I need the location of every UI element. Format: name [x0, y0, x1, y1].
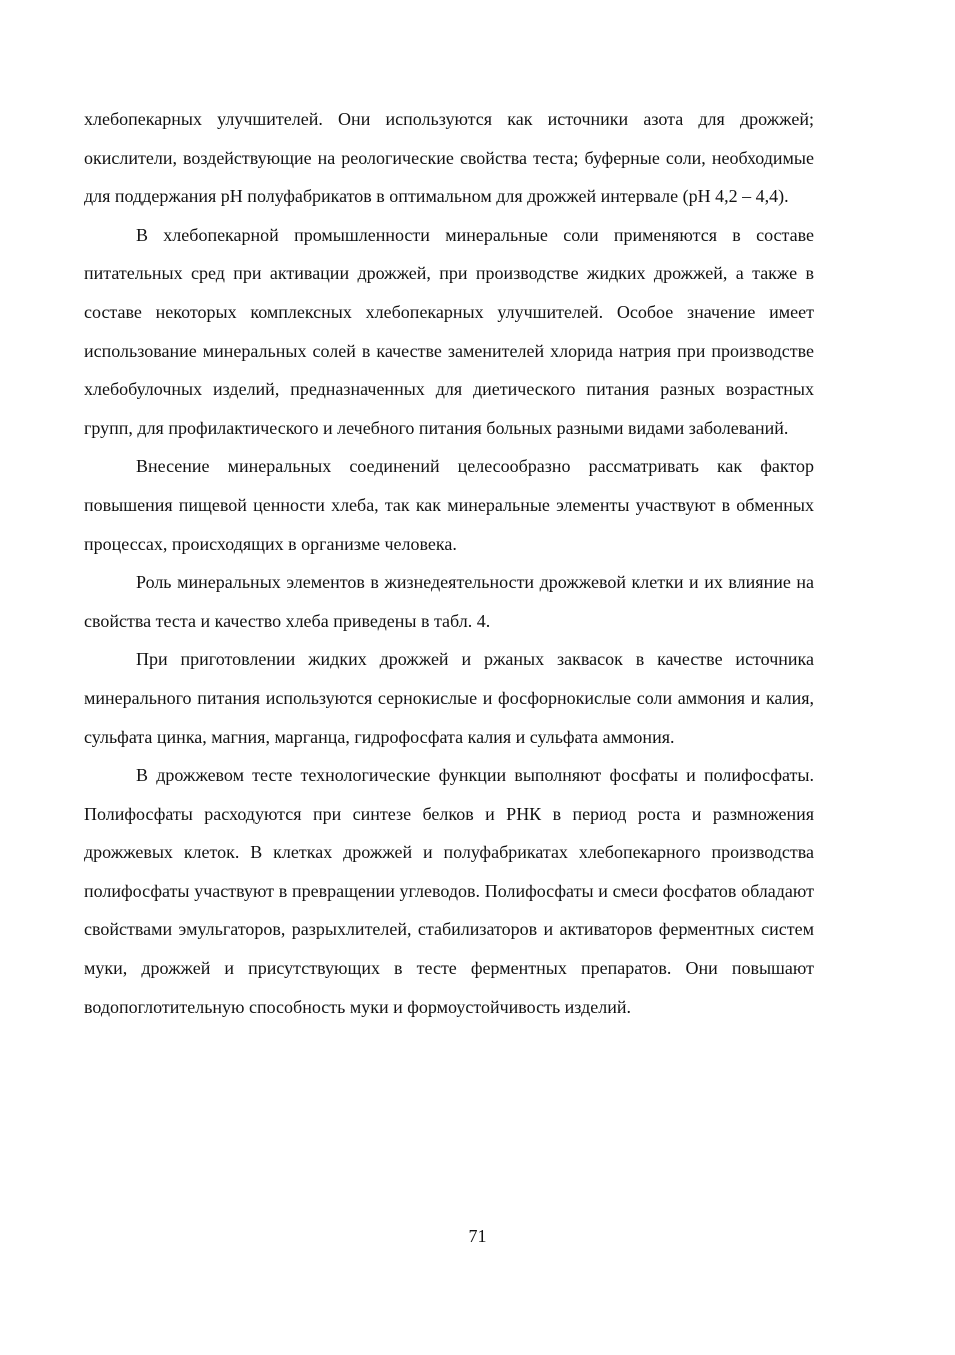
paragraph-nutritional-value: Внесение минеральных соединений целесообразно рассматривать как фактор повышения пищевой ценности хлеба, так как минеральные элементы участвуют в обменных процессах, происходящих в организме человека.: [84, 456, 814, 554]
paragraph-continuation: хлебопекарных улучшителей. Они используются как источники азота для дрожжей; окислители, воздействующие на реологические свойства теста; буферные соли, необходимые для поддержания pH полуфабрикатов в оптимальном для дрожжей интервале (pH 4,2 – 4,4).: [84, 109, 814, 207]
paragraph-mineral-salts-usage: В хлебопекарной промышленности минеральные соли применяются в составе питательных сред при активации дрожжей, при производстве жидких дрожжей, а также в составе некоторых комплексных хлебопекарных улучшителей. Особое значение имеет использование минеральных солей в качестве заменителей хлорида натрия при производстве хлебобулочных изделий, предназначенных для диетического питания разных возрастных групп, для профилактического и лечебного питания больных разными видами заболеваний.: [84, 224, 814, 438]
paragraph-phosphates: В дрожжевом тесте технологические функции выполняют фосфаты и полифосфаты. Полифосфаты расходуются при синтезе белков и РНК в период роста и размножения дрожжевых клеток. В клетках дрожжей и полуфабрикатах хлебопекарного производства полифосфаты участвуют в превращении углеводов. Полифосфаты и смеси фосфатов обладают свойствами эмульгаторов, разрыхлителей, стабилизаторов и активаторов ферментных систем муки, дрожжей и присутствующих в тесте ферментных препаратов. Они повышают водопоглотительную способность муки и формоустойчивость изделий.: [84, 765, 814, 1017]
body-text: [84, 100, 814, 1026]
page-number: 71: [468, 1226, 487, 1246]
paragraph-liquid-yeast: При приготовлении жидких дрожжей и ржаных заквасок в качестве источника минерального питания используются сернокислые и фосфорнокислые соли аммония и калия, сульфата цинка, магния, марганца, гидрофосфата калия и сульфата аммония.: [84, 649, 814, 747]
paragraph-table-reference: Роль минеральных элементов в жизнедеятельности дрожжевой клетки и их влияние на свойства теста и качество хлеба приведены в табл. 4.: [84, 572, 814, 631]
